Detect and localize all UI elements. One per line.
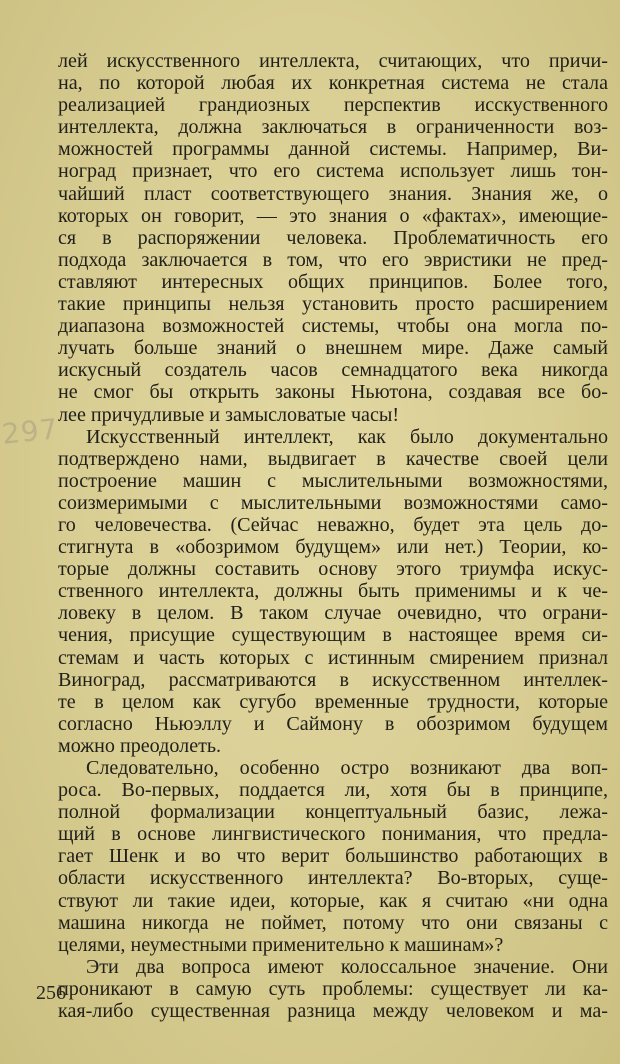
paragraph — [58, 50, 608, 426]
text-line: Следовательно, особенно остро возникают два воп- — [86, 757, 608, 779]
text-line: лее причудливые и замысловатые часы! — [58, 403, 400, 426]
text-line: интеллекта, должна заключаться в ограниченности воз- — [58, 116, 608, 139]
text-line: проникают в самую суть проблемы: существует ли ка- — [58, 977, 608, 1000]
text-line: стигнута в «обозримом будущем» или нет.) Теории, ко- — [58, 536, 608, 559]
text-line: ловеку в целом. В таком случае очевидно, что ограни- — [58, 602, 608, 625]
text-line: роса. Во-первых, поддается ли, хотя бы в принципе, — [58, 779, 608, 802]
text-line: кая-либо существенная разница между человеком и ма- — [58, 1000, 608, 1023]
text-line: ставляют интересных общих принципов. Более того, — [58, 270, 608, 293]
text-line: го человечества. (Сейчас неважно, будет эта цель до- — [58, 513, 608, 536]
text-line: целями, неуместными применительно к машинам»? — [58, 933, 504, 956]
margin-pencil-note: 297 — [0, 412, 61, 451]
text-line: лей искусственного интеллекта, считающих, что причи- — [58, 50, 608, 72]
text-line: согласно Ньюэллу и Саймону в обозримом будущем — [58, 712, 608, 735]
text-line: ся в распоряжении человека. Проблематичность его — [58, 226, 608, 249]
text-line: построение машин с мыслительными возможностями, — [58, 469, 608, 492]
paragraph — [58, 757, 608, 956]
text-line: чения, присущие существующим в настоящее время си- — [58, 624, 608, 647]
text-line: можно преодолеть. — [58, 734, 222, 757]
text-line: ноград признает, что его система использует лишь тон- — [58, 160, 608, 183]
paragraph — [58, 426, 608, 757]
text-line: Искусственный интеллект, как было документально — [86, 425, 608, 448]
page-number: 256 — [36, 982, 66, 1004]
text-line: полной формализации концептуальный базис, лежа- — [58, 801, 608, 824]
text-line: не смог бы открыть законы Ньютона, создавая все бо- — [58, 381, 608, 404]
text-line: гает Шенк и во что верит большинство работающих в — [58, 845, 608, 868]
text-line: реализацией грандиозных перспектив исскуственного — [58, 94, 608, 117]
text-line: на, по которой любая их конкретная система не стала — [58, 72, 608, 95]
paragraph — [58, 956, 608, 1022]
text-line: торые должны составить основу этого триумфа искус- — [58, 558, 608, 581]
text-line: Виноград, рассматриваются в искусственном интеллек- — [58, 668, 608, 691]
text-line: Эти два вопроса имеют колоссальное значение. Они — [86, 955, 608, 978]
text-line: которых он говорит, — это знания о «фактах», имеющие- — [58, 204, 608, 227]
text-line: ствуют ли такие идеи, которые, как я считаю «ни одна — [58, 889, 608, 912]
text-line: можностей программы данной системы. Например, Ви- — [58, 138, 608, 161]
text-line: подтверждено нами, выдвигает в качестве своей цели — [58, 447, 608, 470]
body-text — [58, 50, 608, 1022]
text-line: искусный создатель часов семнадцатого века никогда — [58, 359, 608, 382]
text-line: стемам и часть которых с истинным смирением признал — [58, 646, 608, 669]
text-line: чайший пласт соответствующего знания. Знания же, о — [58, 182, 608, 205]
text-line: диапазона возможностей системы, чтобы она могла по- — [58, 315, 608, 338]
text-line: лучать больше знаний о внешнем мире. Даже самый — [58, 337, 608, 360]
text-line: области искусственного интеллекта? Во-вторых, суще- — [58, 867, 608, 890]
text-line: те в целом как сугубо временные трудности, которые — [58, 690, 608, 713]
text-line: машина никогда не поймет, потому что они связаны с — [58, 911, 608, 934]
text-line: такие принципы нельзя установить просто расширением — [58, 293, 608, 316]
text-line: щий в основе лингвистического понимания, что предла- — [58, 823, 608, 846]
text-line: подхода заключается в том, что его эвристики не пред- — [58, 248, 608, 271]
text-line: ственного интеллекта, должны быть применимы и к че- — [58, 580, 608, 603]
text-line: соизмеримыми с мыслительными возможностями само- — [58, 491, 608, 514]
